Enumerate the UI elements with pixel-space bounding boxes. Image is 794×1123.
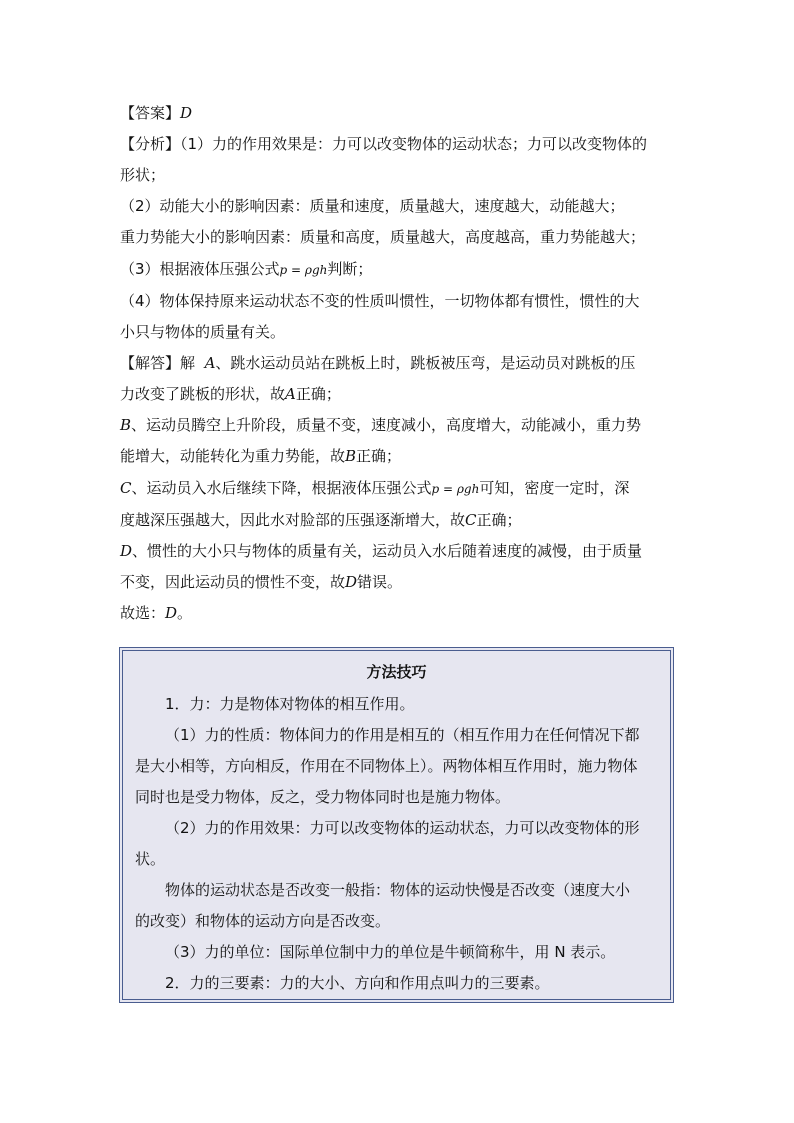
method-tips-body	[135, 689, 665, 999]
method-tips-title: 方法技巧	[366, 663, 427, 681]
document-body	[120, 98, 680, 629]
tips-line-6: 状。	[135, 850, 166, 868]
tips-line-1: 1．力：力是物体对物体的相互作用。	[165, 695, 415, 713]
analysis-line-7: 小只与物体的质量有关。	[120, 323, 286, 341]
analysis-line-4: 重力势能大小的影响因素：质量和高度，质量越大，高度越高，重力势能越大；	[120, 228, 646, 246]
analysis-label: 【分析】	[120, 135, 181, 153]
solution-line-2: 力改变了跳板的形状，故A正确；	[120, 385, 341, 403]
analysis-line-6: （4）物体保持原来运动状态不变的性质叫惯性，一切物体都有惯性，惯性的大	[120, 292, 640, 310]
analysis-line-2: 形状；	[120, 166, 166, 184]
tips-line-7: 物体的运动状态是否改变一般指：物体的运动快慢是否改变（速度大小	[165, 881, 631, 899]
tips-line-2: （1）力的性质：物体间力的作用是相互的（相互作用力在任何情况下都	[165, 726, 640, 744]
tips-line-9: （3）力的单位：国际单位制中力的单位是牛顿简称牛，用 N 表示。	[165, 943, 616, 961]
pressure-formula: p = ρgh	[279, 263, 328, 277]
solution-line-7: D、惯性的大小只与物体的质量有关，运动员入水后随着速度的减慢，由于质量	[120, 542, 643, 560]
solution-line-1: 【解答】解 A、跳水运动员站在跳板上时，跳板被压弯，是运动员对跳板的压	[120, 354, 636, 372]
solution-label: 【解答】	[120, 354, 181, 372]
tips-line-3: 是大小相等，方向相反，作用在不同物体上）。两物体相互作用时，施力物体	[135, 757, 638, 775]
solution-line-8: 不变，因此运动员的惯性不变，故D错误。	[120, 573, 403, 591]
solution-line-5: C、运动员入水后继续下降，根据液体压强公式p = ρgh可知，密度一定时，深	[120, 479, 630, 497]
solution-line-6: 度越深压强越大，因此水对脸部的压强逐渐增大，故C正确；	[120, 511, 522, 529]
tips-line-5: （2）力的作用效果：力可以改变物体的运动状态，力可以改变物体的形	[165, 819, 640, 837]
analysis-line-3: （2）动能大小的影响因素：质量和速度，质量越大，速度越大，动能越大；	[120, 197, 625, 215]
solution-choice: 故选：D。	[120, 604, 193, 622]
method-tips-box	[119, 647, 674, 1003]
answer-line	[120, 98, 680, 129]
answer-value: D	[180, 104, 193, 122]
analysis-line-1: 【分析】（1）力的作用效果是：力可以改变物体的运动状态；力可以改变物体的	[120, 135, 648, 153]
analysis-line-5: （3）根据液体压强公式p = ρgh判断；	[120, 260, 373, 278]
tips-line-8: 的改变）和物体的运动方向是否改变。	[135, 912, 391, 930]
tips-line-4: 同时也是受力物体，反之，受力物体同时也是施力物体。	[135, 788, 511, 806]
solution-line-4: 能增大，动能转化为重力势能，故B正确；	[120, 447, 402, 465]
tips-line-10: 2．力的三要素：力的大小、方向和作用点叫力的三要素。	[165, 974, 550, 992]
pressure-formula: p = ρgh	[431, 482, 480, 496]
answer-label: 【答案】	[120, 104, 181, 122]
solution-line-3: B、运动员腾空上升阶段，质量不变，速度减小，高度增大，动能减小，重力势	[120, 416, 642, 434]
